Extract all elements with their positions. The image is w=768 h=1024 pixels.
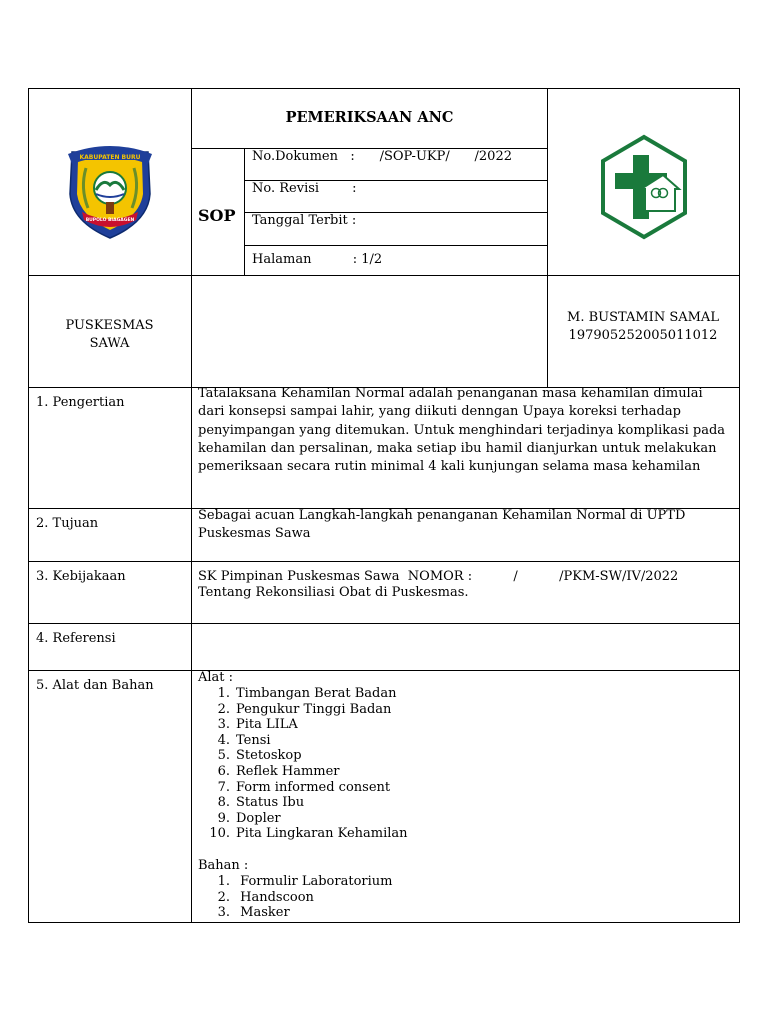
no-dokumen-field: No.Dokumen : /SOP-UKP/ /2022 [252,149,512,164]
kebijakaan-line1: SK Pimpinan Puskesmas Sawa NOMOR : / /PKM-SW/IV/2022 [198,569,679,584]
list-item: 5. Stetoskop [217,748,302,764]
puskesmas-logo [597,133,691,241]
border-bottom [28,922,740,923]
list-item: 3. Pita LILA [217,717,298,733]
list-item: 10. Pita Lingkaran Kehamilan [209,826,408,842]
list-item: 4. Tensi [217,732,271,748]
tanggal-bottom-line [244,245,548,246]
kabupaten-buru-emblem [62,138,158,242]
referensi-bottom-line [28,670,740,671]
header-bottom-line [28,275,740,276]
tujuan-label: 2. Tujuan [36,516,99,531]
halaman-field: Halaman : 1/2 [252,252,383,267]
org-name-line1: PUSKESMAS [65,318,154,333]
tujuan-bottom-line [28,561,740,562]
list-item: 1. Timbangan Berat Badan [217,686,397,701]
emblem-ribbon-text: BUPOLO BIAGAGEN [85,218,135,223]
alat-bahan-label: 5. Alat dan Bahan [36,678,154,693]
signer-name: M. BUSTAMIN SAMAL [567,310,719,325]
list-item: 3. Masker [217,905,290,921]
referensi-label: 4. Referensi [36,631,116,646]
list-item: 1. Formulir Laboratorium [217,874,393,889]
tujuan-text: Sebagai acuan Langkah-langkah penanganan Kehamilan Normal di UPTD Puskesmas Sawa [198,508,686,541]
list-item: 2. Pengukur Tinggi Badan [217,701,392,717]
bahan-heading: Bahan : [198,858,249,873]
list-item: 9. Dopler [217,810,281,826]
org-name-line2: SAWA [89,336,130,351]
border-top [28,88,740,89]
tanggal-terbit-field: Tanggal Terbit : [252,213,357,228]
list-item: 8. Status Ibu [217,795,305,811]
pengertian-text: Tatalaksana Kehamilan Normal adalah penanganan masa kehamilan dimulai dari konsepsi sampai lahir, yang diikuti denngan Upaya koreksi terhadap penyimpangan yang ditemukan. Untuk menghindari terjadinya komplikasi pada kehamilan dan persalinan, maka setiap ibu hamil dianjurkan untuk melakukan pemeriksaan secara rutin minimal 4 kali kunjungan selama masa kehamilan [198,386,726,475]
list-item: 7. Form informed consent [217,779,391,795]
list-item: 6. Reflek Hammer [217,763,340,779]
kebijakaan-bottom-line [28,623,740,624]
kebijakaan-label: 3. Kebijakaan [36,569,126,584]
column-divider [191,88,192,923]
kebijakaan-line2: Tentang Rekonsiliasi Obat di Puskesmas. [198,585,469,600]
signer-nip: 197905252005011012 [568,328,718,343]
alat-heading: Alat : [198,670,234,685]
list-item: 2. Handscoon [217,889,314,905]
sop-label: SOP [198,206,236,225]
bahan-list [198,874,558,921]
border-right [739,88,740,923]
document-title: PEMERIKSAAN ANC [285,109,454,126]
alat-list [198,686,558,842]
emblem-banner-text: KABUPATEN BURU [79,154,141,161]
no-revisi-field: No. Revisi : [252,181,357,196]
pengertian-label: 1. Pengertian [36,395,125,410]
border-left [28,88,29,923]
